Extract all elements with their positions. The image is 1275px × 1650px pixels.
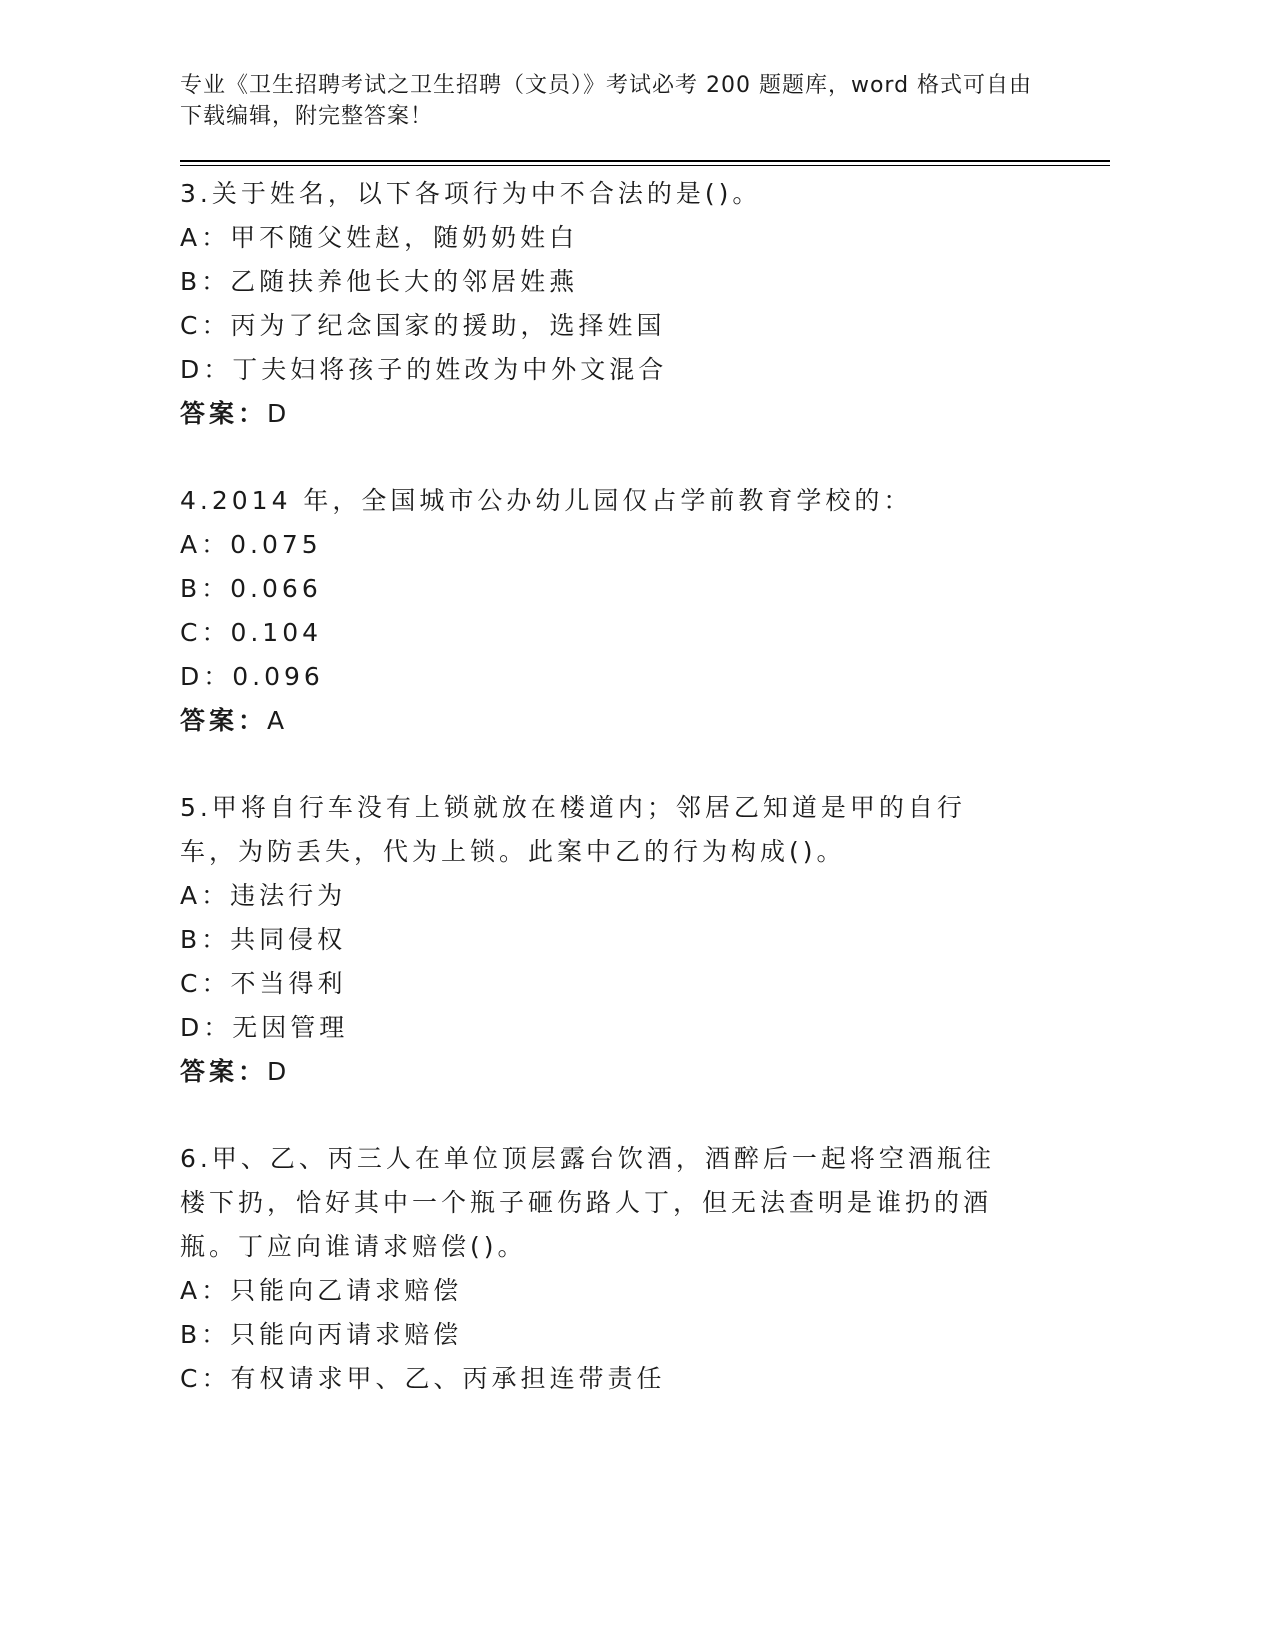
answer-value: D [267, 1057, 289, 1086]
question-text: 6.甲、乙、丙三人在单位顶层露台饮酒，酒醉后一起将空酒瓶往楼下扔，恰好其中一个瓶子砸伤路人丁，但无法查明是谁扔的酒瓶。丁应向谁请求赔偿()。 [180, 1144, 995, 1261]
option-d: D：无因管理 [180, 1013, 349, 1042]
option-b: B：共同侵权 [180, 925, 347, 954]
answer-label: 答案： [180, 399, 268, 428]
question-text: 4.2014 年，全国城市公办幼儿园仅占学前教育学校的： [180, 486, 913, 515]
answer-line [180, 1050, 1110, 1094]
option-c: C：丙为了纪念国家的援助，选择姓国 [180, 311, 666, 340]
answer-line [180, 699, 1110, 743]
option-a: A：只能向乙请求赔偿 [180, 1276, 463, 1305]
option-b: B：只能向丙请求赔偿 [180, 1320, 463, 1349]
spacer [180, 743, 1110, 786]
divider-line-thick [180, 160, 1110, 162]
header-divider [180, 160, 1110, 166]
option-b: B：0.066 [180, 574, 322, 603]
option-a: A：违法行为 [180, 881, 347, 910]
spacer [180, 1094, 1110, 1137]
option-b: B：乙随扶养他长大的邻居姓燕 [180, 267, 579, 296]
question-text: 5.甲将自行车没有上锁就放在楼道内；邻居乙知道是甲的自行车，为防丢失，代为上锁。此案中乙的行为构成()。 [180, 793, 966, 866]
answer-line [180, 392, 1110, 436]
option-d: D：丁夫妇将孩子的姓改为中外文混合 [180, 355, 668, 384]
document-page [180, 70, 1110, 1401]
question-text: 3.关于姓名，以下各项行为中不合法的是()。 [180, 179, 762, 208]
divider-line-thin [180, 165, 1110, 166]
document-header: 专业《卫生招聘考试之卫生招聘（文员）》考试必考 200 题题库，word 格式可自由下载编辑，附完整答案！ [180, 73, 1033, 129]
answer-label: 答案： [180, 1057, 268, 1086]
spacer [180, 436, 1110, 479]
question-item [180, 172, 1110, 436]
answer-label: 答案： [180, 706, 268, 735]
answer-value: A [267, 706, 287, 735]
question-item [180, 786, 1110, 1094]
option-c: C：不当得利 [180, 969, 347, 998]
question-item [180, 479, 1110, 743]
option-d: D：0.096 [180, 662, 324, 691]
answer-value: D [267, 399, 289, 428]
option-c: C：0.104 [180, 618, 323, 647]
option-a: A：0.075 [180, 530, 322, 559]
question-item [180, 1137, 1110, 1401]
option-c: C：有权请求甲、乙、丙承担连带责任 [180, 1364, 666, 1393]
option-a: A：甲不随父姓赵，随奶奶姓白 [180, 223, 579, 252]
